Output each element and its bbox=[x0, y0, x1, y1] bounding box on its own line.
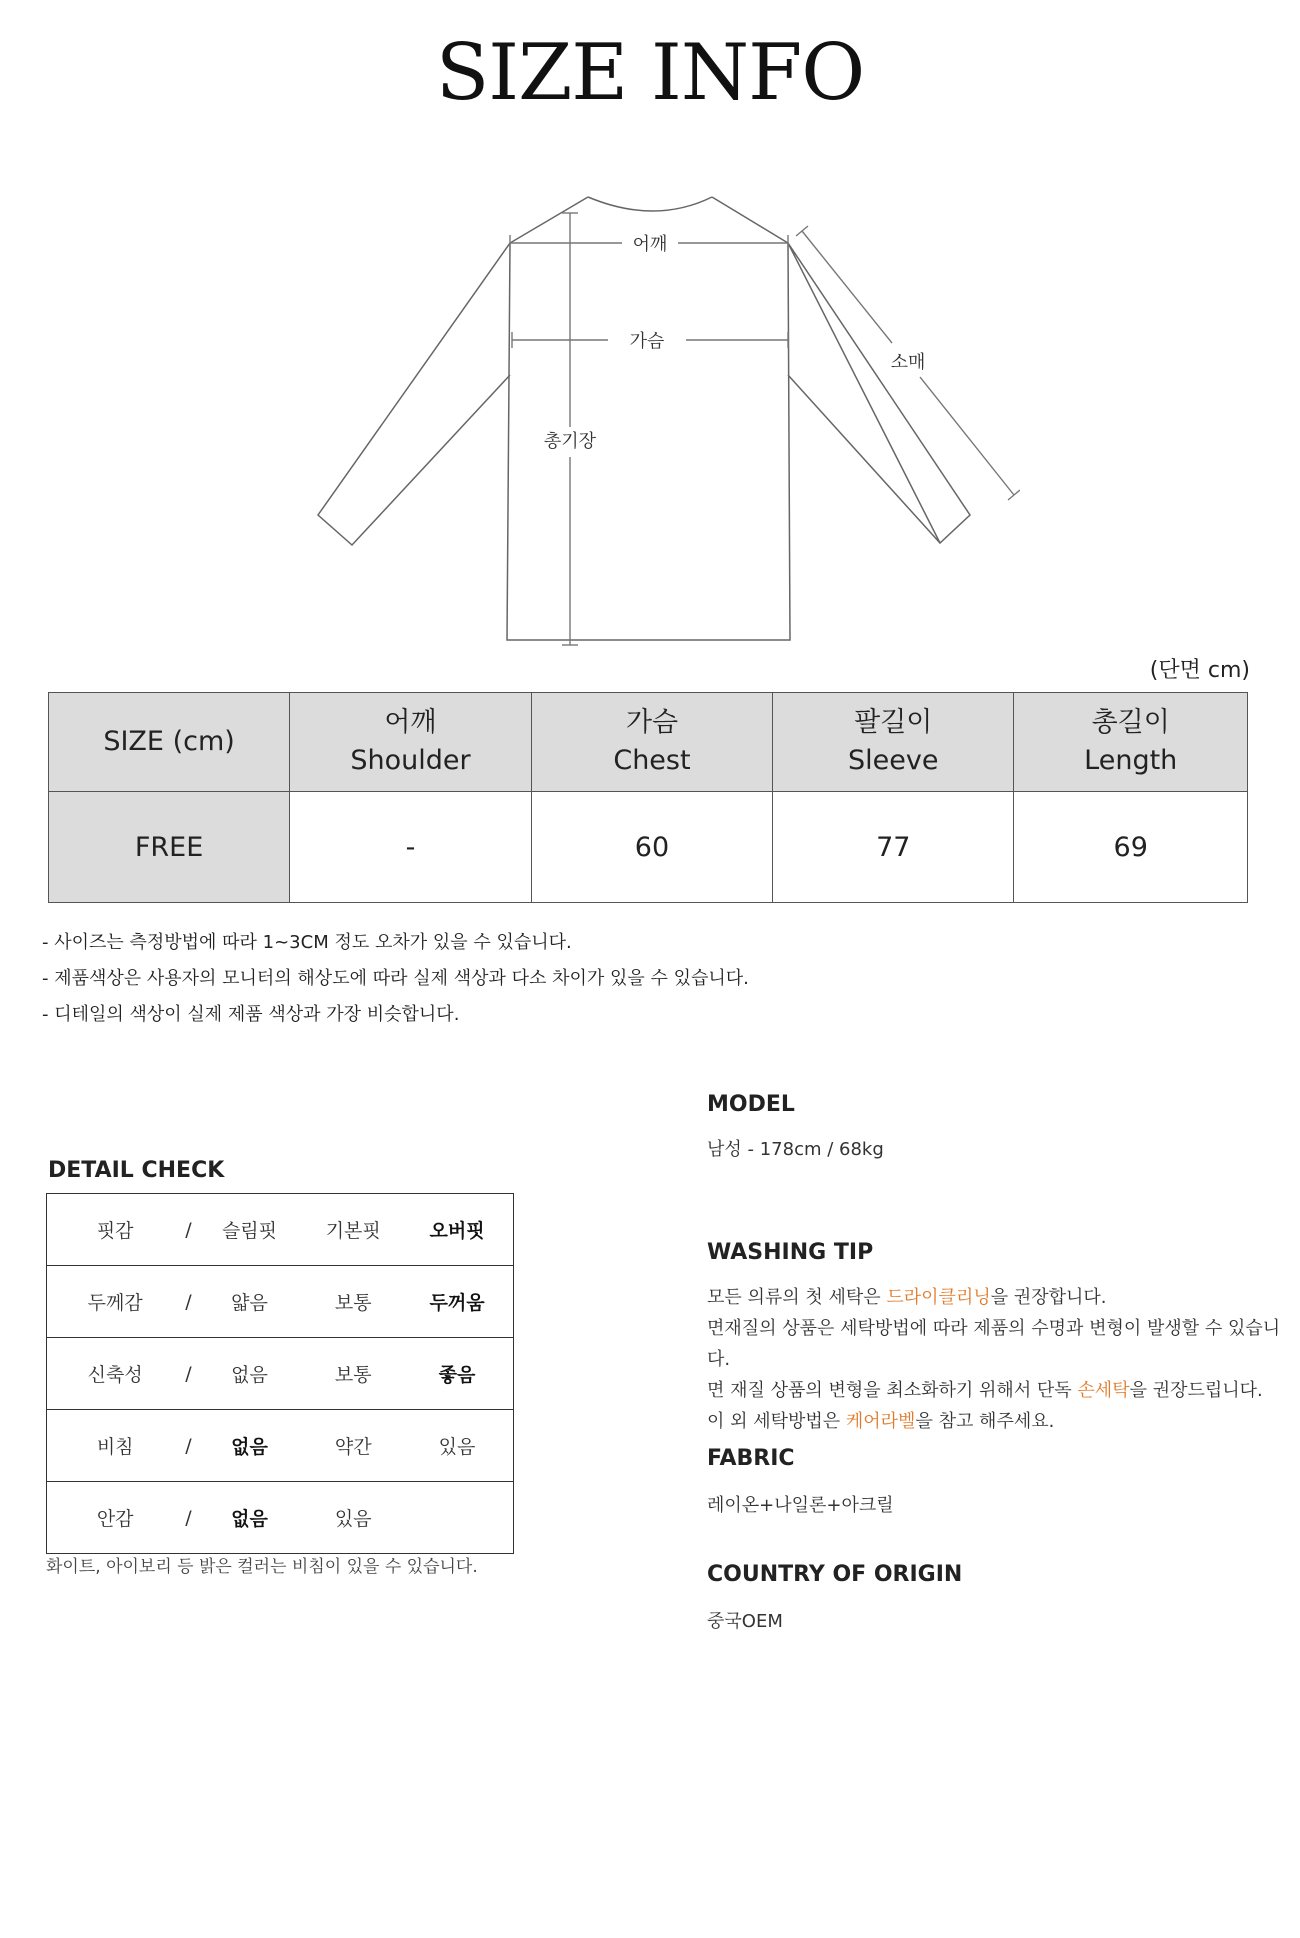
detail-label: 핏감 bbox=[47, 1194, 184, 1266]
detail-option: 기본핏 bbox=[305, 1194, 401, 1266]
washing-line: 면 재질 상품의 변형을 최소화하기 위해서 단독 손세탁을 권장드립니다. bbox=[707, 1380, 1263, 1401]
detail-option: 두꺼움 bbox=[401, 1266, 513, 1338]
origin-info: 중국OEM bbox=[707, 1611, 783, 1632]
header-size: SIZE (cm) bbox=[49, 693, 290, 792]
cell-size: FREE bbox=[49, 792, 290, 903]
detail-row bbox=[47, 1482, 514, 1554]
washing-highlight: 케어라벨 bbox=[845, 1411, 916, 1432]
detail-option: 좋음 bbox=[401, 1338, 513, 1410]
cell-length: 69 bbox=[1014, 792, 1248, 903]
size-table bbox=[48, 692, 1248, 903]
detail-label: 두께감 bbox=[47, 1266, 184, 1338]
washing-line: 면재질의 상품은 세탁방법에 따라 제품의 수명과 변형이 발생할 수 있습니다. bbox=[707, 1318, 1281, 1370]
detail-option: 얇음 bbox=[194, 1266, 306, 1338]
detail-separator: / bbox=[183, 1266, 193, 1338]
origin-heading: COUNTRY OF ORIGIN bbox=[707, 1562, 963, 1587]
detail-label: 비침 bbox=[47, 1410, 184, 1482]
detail-option: 약간 bbox=[305, 1410, 401, 1482]
detail-option: 있음 bbox=[401, 1410, 513, 1482]
cell-chest: 60 bbox=[531, 792, 772, 903]
washing-line: 이 외 세탁방법은 케어라벨을 참고 해주세요. bbox=[707, 1411, 1055, 1432]
cell-shoulder: - bbox=[290, 792, 532, 903]
detail-separator: / bbox=[183, 1194, 193, 1266]
detail-check-note: 화이트, 아이보리 등 밝은 컬러는 비침이 있을 수 있습니다. bbox=[46, 1557, 478, 1577]
detail-row bbox=[47, 1266, 514, 1338]
length-label: 총기장 bbox=[543, 431, 597, 452]
garment-diagram bbox=[300, 185, 1020, 655]
sleeve-measure-bottom bbox=[920, 377, 1014, 495]
size-table-header-row bbox=[49, 693, 1248, 792]
chest-label: 가슴 bbox=[629, 331, 665, 352]
fabric-heading: FABRIC bbox=[707, 1446, 795, 1471]
garment-collar bbox=[588, 197, 712, 211]
washing-highlight: 손세탁 bbox=[1077, 1380, 1130, 1401]
size-notes bbox=[42, 925, 749, 1033]
detail-option: 슬림핏 bbox=[194, 1194, 306, 1266]
detail-label: 신축성 bbox=[47, 1338, 184, 1410]
table-row bbox=[49, 792, 1248, 903]
detail-separator: / bbox=[183, 1410, 193, 1482]
detail-label: 안감 bbox=[47, 1482, 184, 1554]
header-chest: 가슴 Chest bbox=[531, 693, 772, 792]
detail-option: 없음 bbox=[194, 1482, 306, 1554]
model-info: 남성 - 178cm / 68kg bbox=[707, 1139, 884, 1160]
header-sleeve: 팔길이 Sleeve bbox=[773, 693, 1014, 792]
detail-row bbox=[47, 1194, 514, 1266]
detail-option: 없음 bbox=[194, 1338, 306, 1410]
header-length: 총길이 Length bbox=[1014, 693, 1248, 792]
detail-option: 없음 bbox=[194, 1410, 306, 1482]
detail-option: 보통 bbox=[305, 1266, 401, 1338]
header-shoulder: 어깨 Shoulder bbox=[290, 693, 532, 792]
washing-line: 모든 의류의 첫 세탁은 드라이클리닝을 권장합니다. bbox=[707, 1287, 1107, 1308]
note-line: - 제품색상은 사용자의 모니터의 해상도에 따라 실제 색상과 다소 차이가 있을 수 있습니다. bbox=[42, 968, 749, 989]
washing-highlight: 드라이클리닝 bbox=[886, 1287, 991, 1308]
detail-check-heading: DETAIL CHECK bbox=[48, 1158, 225, 1183]
note-line: - 디테일의 색상이 실제 제품 색상과 가장 비슷합니다. bbox=[42, 1004, 460, 1025]
detail-option: 있음 bbox=[305, 1482, 401, 1554]
detail-separator: / bbox=[183, 1338, 193, 1410]
page-title: SIZE INFO bbox=[435, 28, 865, 118]
detail-row bbox=[47, 1338, 514, 1410]
model-heading: MODEL bbox=[707, 1092, 795, 1117]
washing-tip-heading: WASHING TIP bbox=[707, 1240, 874, 1265]
washing-tip-text bbox=[707, 1282, 1300, 1437]
garment-outline bbox=[318, 197, 970, 640]
unit-note: (단면 cm) bbox=[1149, 658, 1250, 683]
detail-option bbox=[401, 1482, 513, 1554]
detail-row bbox=[47, 1410, 514, 1482]
sleeve-measure-top bbox=[802, 231, 892, 343]
detail-separator: / bbox=[183, 1482, 193, 1554]
shoulder-label: 어깨 bbox=[632, 234, 668, 255]
fabric-info: 레이온+나일론+아크릴 bbox=[707, 1495, 894, 1516]
cell-sleeve: 77 bbox=[773, 792, 1014, 903]
sleeve-label: 소매 bbox=[890, 352, 926, 373]
detail-check-table bbox=[46, 1193, 514, 1554]
note-line: - 사이즈는 측정방법에 따라 1~3CM 정도 오차가 있을 수 있습니다. bbox=[42, 932, 572, 953]
detail-option: 오버핏 bbox=[401, 1194, 513, 1266]
detail-option: 보통 bbox=[305, 1338, 401, 1410]
